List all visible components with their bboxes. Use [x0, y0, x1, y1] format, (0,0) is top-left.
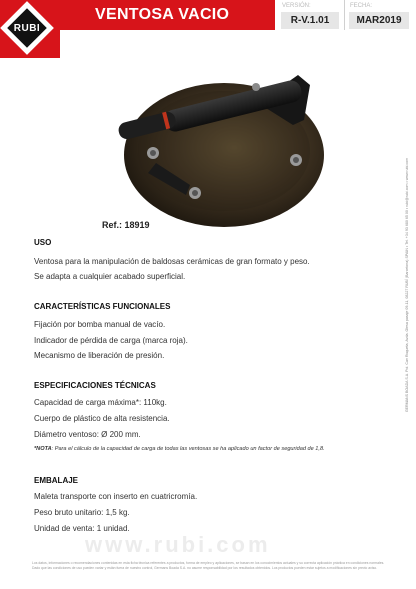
version-label: VERSIÓN: — [282, 3, 311, 9]
section-title-embalaje: EMBALAJE — [34, 476, 79, 485]
date-label: FECHA: — [350, 3, 373, 9]
embalaje-line-1: Maleta transporte con inserto en cuatricromía. — [34, 492, 198, 501]
note-label: *NOTA — [34, 446, 52, 452]
rubi-logo — [0, 0, 60, 58]
embalaje-line-2: Peso bruto unitario: 1,5 kg. — [34, 508, 130, 517]
header-separator — [344, 0, 345, 30]
date-value: MAR2019 — [349, 12, 409, 29]
watermark: www.rubi.com — [85, 532, 271, 557]
logo-text: RUBI — [13, 23, 41, 34]
version-value: R-V.1.01 — [281, 12, 339, 29]
especificaciones-note — [34, 446, 325, 452]
company-sidebar-text: GERMANS BOADA S.A. Pol. Can Roqueta, Avda. Olesa pasaje 09-11, 08227 RUBÍ (Barcelona) SPAIN • Tel. +34 93 680 65 00 • rubi@rubi.com • www.rubi.com — [405, 157, 409, 413]
section-title-especificaciones: ESPECIFICACIONES TÉCNICAS — [34, 381, 156, 390]
especificaciones-line-1: Capacidad de carga máxima*: 110kg. — [34, 398, 167, 407]
product-photo — [108, 65, 328, 230]
document-title: VENTOSA VACIO — [95, 6, 230, 23]
especificaciones-line-3: Diámetro ventoso: Ø 200 mm. — [34, 430, 141, 439]
product-ref: Ref.: 18919 — [102, 220, 150, 230]
section-title-uso: USO — [34, 238, 52, 247]
company-sidebar — [402, 120, 412, 450]
embalaje-line-3: Unidad de venta: 1 unidad. — [34, 524, 130, 533]
section-title-caracteristicas: CARACTERÍSTICAS FUNCIONALES — [34, 302, 171, 311]
note-text: : Para el cálculo de la capacidad de carga de todas las ventosas se ha aplicado un factor de seguridad de 1,8. — [51, 446, 325, 452]
especificaciones-line-2: Cuerpo de plástico de alta resistencia. — [34, 414, 170, 423]
uso-line-2: Se adapta a cualquier acabado superficial. — [34, 272, 186, 281]
caracteristicas-line-1: Fijación por bomba manual de vacío. — [34, 320, 166, 329]
caracteristicas-line-3: Mecanismo de liberación de presión. — [34, 351, 165, 360]
footer-disclaimer: Los datos, informaciones o recomendaciones contenidas en esta ficha técnica referentes a productos, forma de empleo y aplicaciones, se basan en los conocimientos actuales y su correcta aplicación práctica en condiciones normales. Dado que las condiciones de uso pueden variar y están fuera de nuestro control, Germans Boada S.A. no asume responsabilidad por los resultados obtenidos. Los productos pueden estar sujetos a modificaciones sin previo aviso. — [32, 561, 385, 570]
uso-line-1: Ventosa para la manipulación de baldosas cerámicas de gran formato y peso. — [34, 257, 310, 266]
caracteristicas-line-2: Indicador de pérdida de carga (marca roja). — [34, 336, 188, 345]
